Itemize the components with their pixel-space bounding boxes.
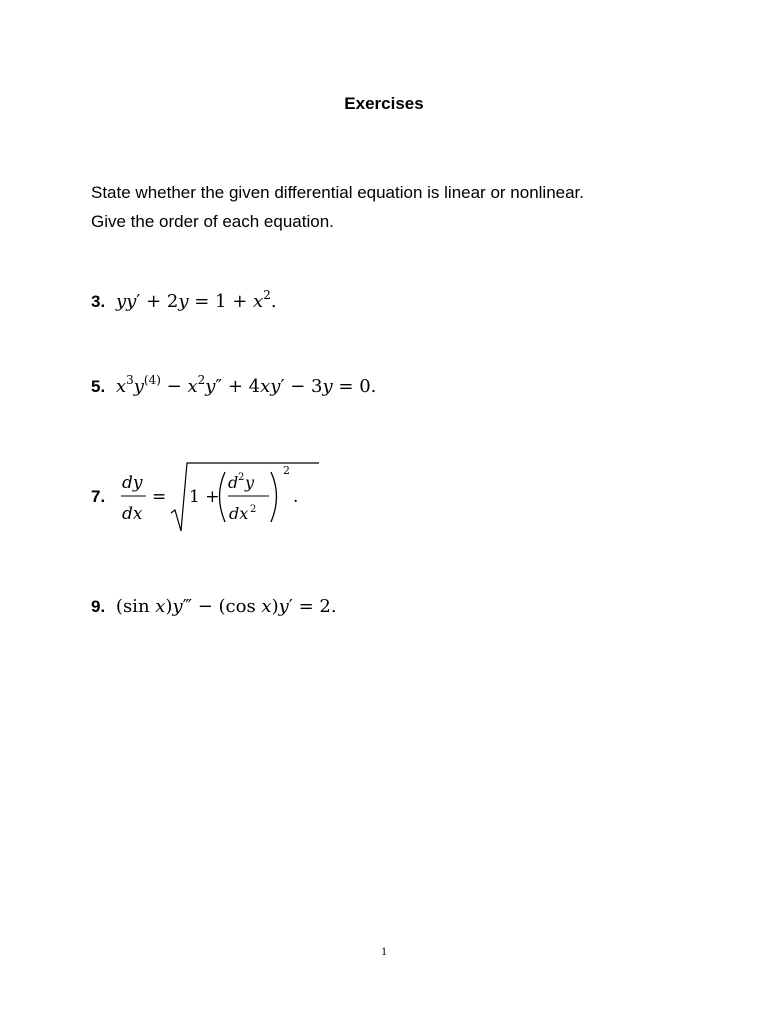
page-number: 1 xyxy=(381,944,387,958)
svg-text:2: 2 xyxy=(283,464,290,477)
equation: $yy' + 2y = 1 + x^2$. xyxy=(115,288,277,312)
svg-text:1 +: 1 + xyxy=(189,487,220,507)
instructions xyxy=(91,178,584,236)
instruction-line: Give the order of each equation. xyxy=(91,212,334,231)
equation: $x^3y^{(4)} - x^2y'' + 4xy' - 3y = 0$. xyxy=(115,373,377,397)
svg-text:y: y xyxy=(245,473,255,492)
equation xyxy=(119,460,349,535)
page-title: Exercises xyxy=(344,94,424,113)
equation: (sin x)y‴ − (cos x)y′ = 2. xyxy=(110,596,337,617)
svg-text:d: d xyxy=(228,473,239,492)
svg-text:dy: dy xyxy=(122,473,143,493)
svg-text:.: . xyxy=(293,487,299,507)
exercise-number: 5. xyxy=(91,377,106,396)
exercise-9 xyxy=(91,596,337,617)
exercise-number: 7. xyxy=(91,487,106,506)
svg-text:2: 2 xyxy=(250,504,257,515)
svg-text:dx: dx xyxy=(122,504,143,524)
instruction-line: State whether the given differential equation is linear or nonlinear. xyxy=(91,183,585,202)
svg-text:dx: dx xyxy=(229,504,249,523)
exercise-3 xyxy=(91,288,277,312)
exercise-5 xyxy=(91,373,377,397)
exercise-number: 3. xyxy=(91,292,106,311)
svg-text:=: = xyxy=(152,487,167,507)
exercise-number: 9. xyxy=(91,597,106,616)
svg-text:2: 2 xyxy=(238,472,245,483)
